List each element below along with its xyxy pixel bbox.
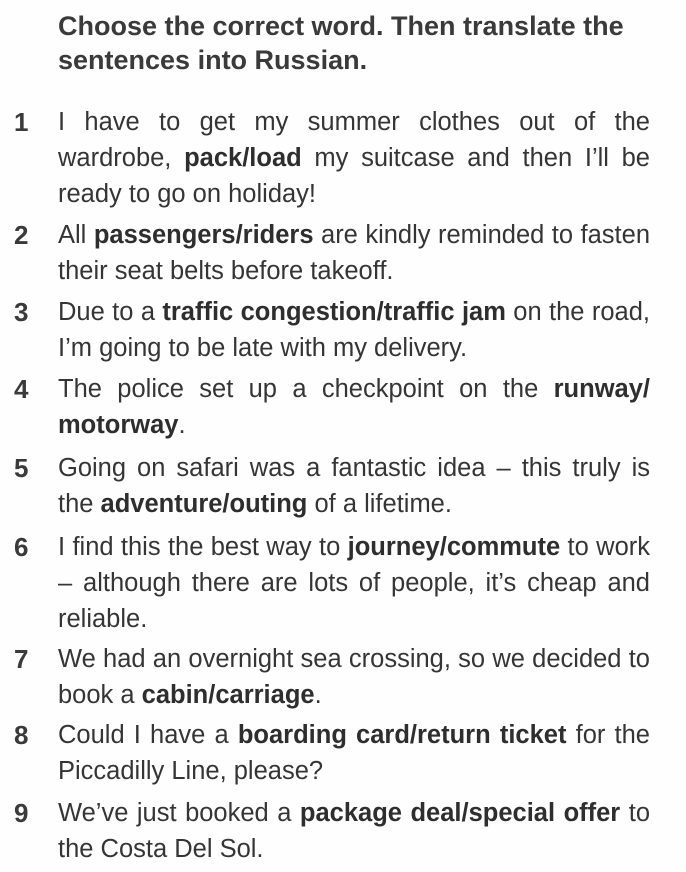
word-choice: traffic congestion/traffic jam [162, 298, 506, 326]
sentence-text: . [178, 411, 186, 439]
word-choice: boarding card/return ticket [237, 721, 567, 749]
sentence-text: We had an overnight sea crossing, so we decided to book a [58, 645, 650, 709]
sentence-text: The police set up a checkpoint on the [58, 375, 554, 403]
exercise-sentence [58, 294, 650, 366]
exercise-number: 7 [14, 644, 29, 674]
sentence-text: We’ve just booked a [58, 799, 300, 827]
sentence-text: I find this the best way to [58, 533, 348, 561]
exercise-number: 1 [14, 107, 29, 137]
exercise-number: 9 [14, 798, 29, 828]
exercise-number: 2 [14, 220, 29, 250]
exercise-sentence [58, 641, 650, 713]
exercise-sentence [58, 104, 650, 212]
exercise-number: 4 [14, 374, 29, 404]
word-choice: passengers/riders [93, 221, 314, 249]
sentence-text: of a lifetime. [307, 490, 452, 518]
sentence-text: Could I have a [58, 721, 238, 749]
exercise-number: 3 [14, 297, 29, 327]
exercise-number: 5 [14, 453, 29, 483]
exercise-instructions: Choose the correct word. Then translate the sentences into Russian. [58, 11, 624, 75]
sentence-text: on the road, I’m going to be late with my delivery. [58, 298, 650, 362]
word-choice: cabin/carriage [141, 681, 315, 709]
exercise-sentence [58, 217, 650, 289]
sentence-text: to the Costa Del Sol. [58, 799, 651, 863]
exercise-sentence [58, 717, 650, 789]
exercise-sentence [58, 529, 650, 637]
sentence-text: I have to get my summer clothes out of the wardrobe, [58, 108, 650, 172]
sentence-text: Due to a [58, 298, 163, 326]
exercise-number: 8 [14, 720, 29, 750]
sentence-text: . [314, 681, 322, 709]
exercise-number: 6 [14, 532, 29, 562]
exercise-sentence [58, 795, 650, 867]
sentence-text: to work – although there are lots of people, it’s cheap and reliable. [58, 533, 651, 633]
sentence-text: All [58, 221, 94, 249]
exercise-sentence [58, 450, 650, 522]
exercise-sentence [58, 371, 650, 443]
word-choice: adventure/outing [100, 490, 308, 518]
sentence-text: for the Piccadilly Line, please? [58, 721, 650, 785]
word-choice: package deal/special offer [299, 799, 621, 827]
word-choice: pack/load [184, 144, 302, 172]
sentence-text: are kindly reminded to fasten their seat belts before takeoff. [58, 221, 650, 285]
sentence-text: my suitcase and then I’ll be ready to go on holiday! [58, 144, 650, 208]
word-choice: journey/commute [347, 533, 561, 561]
word-choice: runway/ motorway [58, 375, 650, 439]
sentence-text: Going on safari was a fantastic idea – this truly is the [58, 454, 650, 518]
